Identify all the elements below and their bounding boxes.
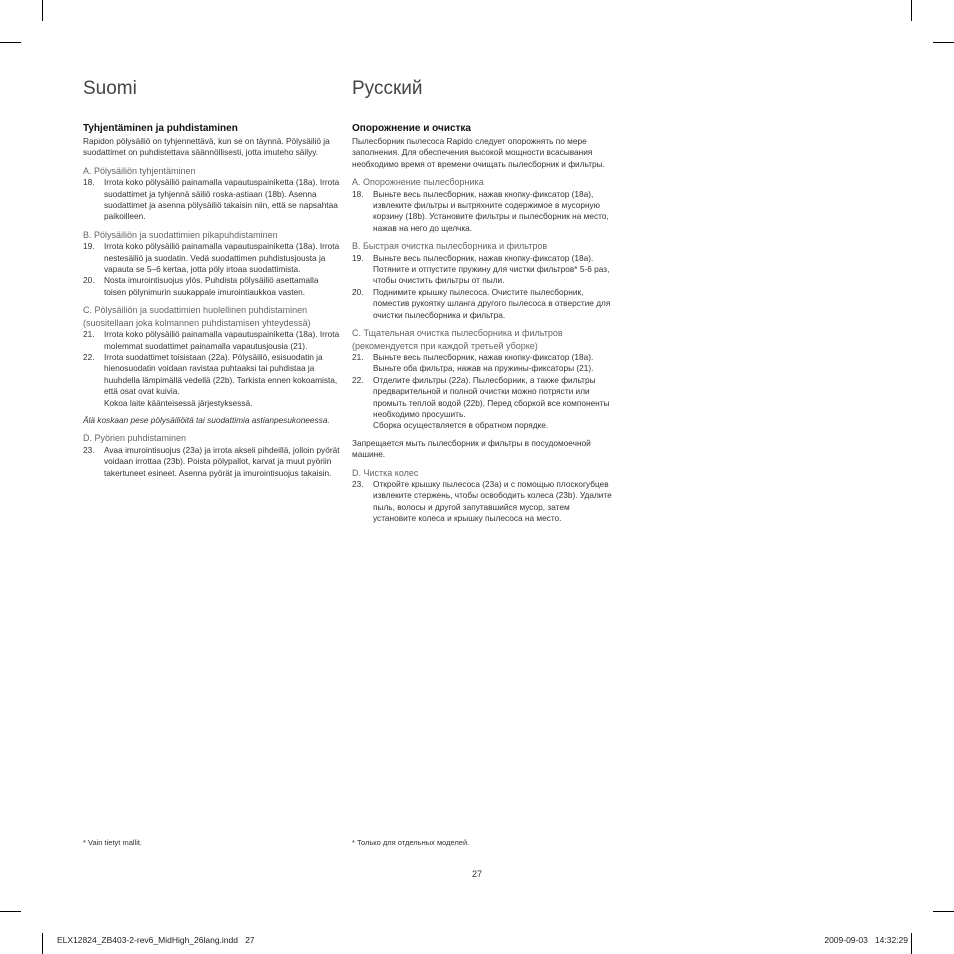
step-text: Irrota koko pölysäiliö painamalla vapautuspainiketta (18a). Irrota nestesäiliö ja suodatin. Vedä suodattimen puhdistusjousta ja vapauta se 5–6 kertaa, jotta pöly irtoaa suodattimista. xyxy=(104,241,340,275)
subsection-heading: C. Pölysäiliön ja suodattimien huolellinen puhdistaminen (suositellaan joka kolmannen puhdistamisen yhteydessä) xyxy=(83,305,311,328)
step-number: 20. xyxy=(352,286,364,297)
warning-note: Запрещается мыть пылесборник и фильтры в посудомоечной машине. xyxy=(352,437,591,460)
list-item xyxy=(352,253,614,287)
crop-mark xyxy=(42,933,43,954)
language-heading: Русский xyxy=(352,78,423,99)
section-body xyxy=(83,136,341,479)
subsection-heading: B. Быстрая очистка пылесборника и фильтров xyxy=(352,241,548,252)
list-item xyxy=(83,445,341,479)
step-number: 23. xyxy=(83,444,95,455)
list-item xyxy=(352,287,614,321)
crop-mark xyxy=(933,911,954,912)
step-text: Откройте крышку пылесоса (23a) и с помощью плоскогубцев извлеките стержень, чтобы освободить колеса (23b). Удалите пыль, волосы и другой запутавшийся мусор, затем установите колеса и крышку пылесоса на место. xyxy=(373,478,612,524)
step-number: 22. xyxy=(83,351,95,362)
step-text: Поднимите крышку пылесоса. Очистите пылесборник, поместив рукоятку шланга другого пылесоса в отверстие для очистки пылесборника и фильтра. xyxy=(373,286,611,320)
step-text: Nosta imurointisuojus ylös. Puhdista pölysäiliö asettamalla toisen pölynimurin suukappale imurointiaukkoa vasten. xyxy=(104,275,319,297)
step-text: Irrota suodattimet toisistaan (22a). Pölysäiliö, esisuodatin ja hienosuodatin voidaan ravistaa puhtaaksi tai puhdistaa ja huuhdella lämpimällä vedellä (22b). Tarkista ennen kokoamista, että osat ovat kuivia. xyxy=(104,351,338,397)
crop-mark xyxy=(911,933,912,954)
subsection-heading: A. Pölysäiliön tyhjentäminen xyxy=(83,165,196,176)
warning-note: Älä koskaan pese pölysäiliöitä tai suodattimia astianpesukoneessa. xyxy=(83,414,330,425)
slug-datetime: 2009-09-03 14:32:29 xyxy=(824,935,908,945)
step-number: 18. xyxy=(83,177,95,188)
crop-mark xyxy=(42,0,43,21)
step-text: Выньте весь пылесборник, нажав кнопку-фиксатор (18a). Выньте оба фильтра, нажав на пружины-фиксаторы (21). xyxy=(373,351,594,374)
language-heading: Suomi xyxy=(83,78,137,99)
section-title: Tyhjentäminen ja puhdistaminen xyxy=(83,123,238,134)
step-text: Выньте весь пылесборник, нажав кнопку-фиксатор (18a), извлеките фильтры и вытряхните содержимое в мусорную корзину (18b). Установите фильтры и пылесборник на место, нажав на него до щелчка. xyxy=(373,188,609,233)
list-item xyxy=(83,241,341,275)
list-item xyxy=(352,479,614,525)
crop-mark xyxy=(911,0,912,21)
step-text: Отделите фильтры (22a). Пылесборник, а также фильтры предварительной и полной очистки можно потрясти или промыть теплой водой (22b). Перед сборкой все компоненты необходимо просушить. xyxy=(373,374,610,419)
subsection-heading: A. Опорожнение пылесборника xyxy=(352,177,484,188)
step-text: Выньте весь пылесборник, нажав кнопку-фиксатор (18a). Потяните и отпустите пружину для чистки фильтров* 5-6 раз, чтобы очистить фильтры от пыли. xyxy=(373,252,610,286)
step-text-group xyxy=(104,352,341,409)
subsection-heading: D. Чистка колес xyxy=(352,467,419,478)
step-text: Avaa imurointisuojus (23a) ja irrota akseli pihdeillä, jolloin pyörät voidaan irrottaa (23b). Poista pölypallot, karvat ja muut pyöriin takertuneet esineet. Asenna pyörät ja imurointisuojus takaisin. xyxy=(104,444,340,478)
crop-mark xyxy=(0,911,21,912)
step-number: 20. xyxy=(83,275,95,286)
subsection-heading: D. Pyörien puhdistaminen xyxy=(83,433,187,444)
step-number: 21. xyxy=(352,351,364,362)
step-number: 19. xyxy=(352,252,364,263)
intro-paragraph: Пылесборник пылесоса Rapido следует опорожнять по мере заполнения. Для обеспечения высокой мощности всасывания необходимо время от времени очищать пылесборник и фильтры. xyxy=(352,136,605,169)
list-item xyxy=(83,329,341,352)
step-number: 18. xyxy=(352,188,364,199)
step-number: 21. xyxy=(83,329,95,340)
crop-mark xyxy=(933,42,954,43)
step-text: Irrota koko pölysäiliö painamalla vapautuspainiketta (18a). Irrota suodattimet ja tyhjennä säiliö roska-astiaan (18b). Asenna suodattimet ja asenna pölysäiliö takaisin niin, että se napsahtaa paikoilleen. xyxy=(104,177,340,222)
crop-mark xyxy=(0,42,21,43)
page-number: 27 xyxy=(471,869,482,879)
section-title: Опорожнение и очистка xyxy=(352,123,471,134)
subsection-heading: C. Тщательная очистка пылесборника и фильтров (рекомендуется при каждой третьей уборке) xyxy=(352,328,563,351)
step-text-group xyxy=(373,375,614,432)
list-item xyxy=(352,352,614,375)
slug-filename: ELX12824_ZB403-2-rev6_MidHigh_26lang.indd 27 xyxy=(57,935,255,945)
subsection-heading: B. Pölysäiliön ja suodattimien pikapuhdistaminen xyxy=(83,229,278,240)
section-body xyxy=(352,136,614,525)
step-number: 19. xyxy=(83,241,95,252)
step-extra-text: Kokoa laite käänteisessä järjestyksessä. xyxy=(104,397,253,408)
footnote: * Только для отдельных моделей. xyxy=(352,838,470,847)
list-item xyxy=(83,352,341,409)
intro-paragraph: Rapidon pölysäiliö on tyhjennettävä, kun se on täynnä. Pölysäiliö ja suodattimet on puhdistettava säännöllisesti, jotta imuteho säilyy. xyxy=(83,136,330,158)
list-item xyxy=(83,275,341,298)
step-number: 22. xyxy=(352,374,364,385)
list-item xyxy=(83,177,341,223)
footnote: * Vain tietyt mallit. xyxy=(83,838,143,847)
list-item xyxy=(352,375,614,432)
step-text: Irrota koko pölysäiliö painamalla vapautuspainiketta (18a). Irrota molemmat suodattimet painamalla vapautusjousia (21). xyxy=(104,329,340,351)
step-number: 23. xyxy=(352,478,364,489)
list-item xyxy=(352,189,614,235)
step-extra-text: Сборка осуществляется в обратном порядке. xyxy=(373,420,549,431)
